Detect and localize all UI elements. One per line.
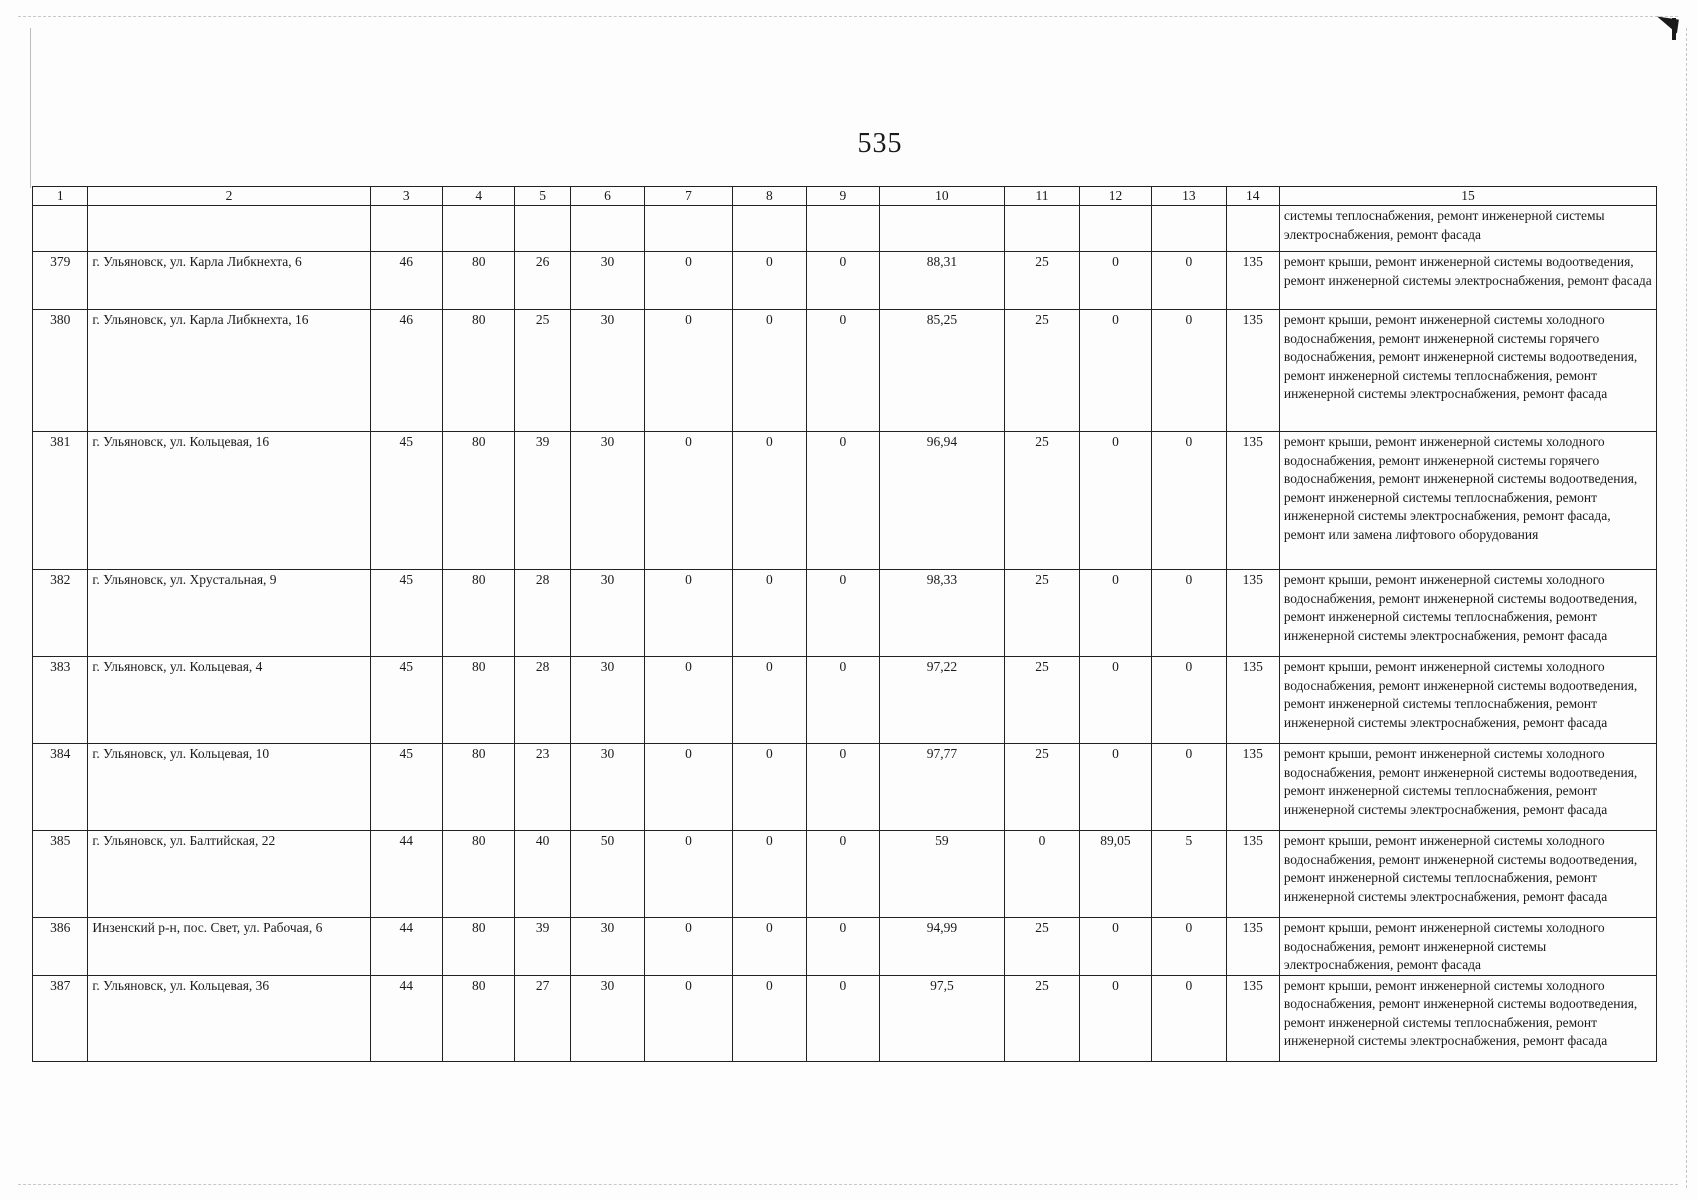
work-description: ремонт крыши, ремонт инженерной системы холодного водоснабжения, ремонт инженерной системы водоотведения, ремонт инженерной системы теплоснабжения, ремонт инженерной системы электроснабжения, ремонт фасада <box>1279 744 1656 831</box>
column-header: 2 <box>88 187 370 206</box>
column-header: 14 <box>1226 187 1279 206</box>
value-cell-c13: 0 <box>1152 252 1227 310</box>
value-cell-c11: 25 <box>1005 432 1080 570</box>
empty-cell <box>879 206 1005 252</box>
value-cell-c13: 0 <box>1152 744 1227 831</box>
value-cell-c4: 80 <box>442 831 514 918</box>
value-cell-c3: 44 <box>370 918 442 976</box>
value-cell-c7: 0 <box>645 744 732 831</box>
column-header: 11 <box>1005 187 1080 206</box>
value-cell-c4: 80 <box>442 657 514 744</box>
empty-cell <box>732 206 807 252</box>
value-cell-c12: 0 <box>1079 570 1151 657</box>
value-cell-c5: 39 <box>515 918 570 976</box>
scan-border-left <box>30 28 31 188</box>
value-cell-c11: 25 <box>1005 744 1080 831</box>
empty-cell <box>1079 206 1151 252</box>
value-cell-c11: 0 <box>1005 831 1080 918</box>
row-number: 382 <box>33 570 88 657</box>
value-cell-c11: 25 <box>1005 918 1080 976</box>
value-cell-c6: 30 <box>570 310 645 432</box>
value-cell-c7: 0 <box>645 918 732 976</box>
value-cell-c10: 94,99 <box>879 918 1005 976</box>
value-cell-c9: 0 <box>807 975 879 1061</box>
value-cell-c3: 45 <box>370 657 442 744</box>
work-description: ремонт крыши, ремонт инженерной системы холодного водоснабжения, ремонт инженерной системы водоотведения, ремонт инженерной системы теплоснабжения, ремонт инженерной системы электроснабжения, ремонт фасада <box>1279 975 1656 1061</box>
value-cell-c4: 80 <box>442 975 514 1061</box>
column-number-row <box>33 187 1657 206</box>
value-cell-c10: 88,31 <box>879 252 1005 310</box>
value-cell-c7: 0 <box>645 432 732 570</box>
column-header: 9 <box>807 187 879 206</box>
table-body <box>33 187 1657 1062</box>
value-cell-c7: 0 <box>645 252 732 310</box>
value-cell-c5: 26 <box>515 252 570 310</box>
column-header: 12 <box>1079 187 1151 206</box>
scan-border-bottom <box>18 1184 1678 1185</box>
value-cell-c9: 0 <box>807 831 879 918</box>
empty-cell <box>570 206 645 252</box>
value-cell-c8: 0 <box>732 975 807 1061</box>
value-cell-c4: 80 <box>442 918 514 976</box>
value-cell-c12: 0 <box>1079 975 1151 1061</box>
column-header: 6 <box>570 187 645 206</box>
table-row <box>33 570 1657 657</box>
value-cell-c12: 0 <box>1079 252 1151 310</box>
value-cell-c6: 50 <box>570 831 645 918</box>
value-cell-c13: 0 <box>1152 310 1227 432</box>
work-description: ремонт крыши, ремонт инженерной системы холодного водоснабжения, ремонт инженерной системы водоотведения, ремонт инженерной системы теплоснабжения, ремонт инженерной системы электроснабжения, ремонт фасада <box>1279 570 1656 657</box>
value-cell-c10: 98,33 <box>879 570 1005 657</box>
value-cell-c8: 0 <box>732 744 807 831</box>
value-cell-c11: 25 <box>1005 570 1080 657</box>
value-cell-c7: 0 <box>645 310 732 432</box>
value-cell-c6: 30 <box>570 570 645 657</box>
value-cell-c5: 27 <box>515 975 570 1061</box>
column-header: 10 <box>879 187 1005 206</box>
value-cell-c8: 0 <box>732 310 807 432</box>
empty-cell <box>370 206 442 252</box>
value-cell-c14: 135 <box>1226 657 1279 744</box>
address-cell: г. Ульяновск, ул. Кольцевая, 4 <box>88 657 370 744</box>
value-cell-c14: 135 <box>1226 310 1279 432</box>
value-cell-c10: 85,25 <box>879 310 1005 432</box>
empty-cell <box>807 206 879 252</box>
value-cell-c7: 0 <box>645 657 732 744</box>
column-header: 7 <box>645 187 732 206</box>
value-cell-c14: 135 <box>1226 975 1279 1061</box>
address-cell: г. Ульяновск, ул. Хрустальная, 9 <box>88 570 370 657</box>
value-cell-c10: 59 <box>879 831 1005 918</box>
row-number: 381 <box>33 432 88 570</box>
table-row <box>33 657 1657 744</box>
value-cell-c4: 80 <box>442 252 514 310</box>
work-description: ремонт крыши, ремонт инженерной системы водоотведения, ремонт инженерной системы электроснабжения, ремонт фасада <box>1279 252 1656 310</box>
table-row <box>33 252 1657 310</box>
empty-cell <box>515 206 570 252</box>
value-cell-c6: 30 <box>570 744 645 831</box>
address-cell: Инзенский р-н, пос. Свет, ул. Рабочая, 6 <box>88 918 370 976</box>
value-cell-c8: 0 <box>732 918 807 976</box>
value-cell-c3: 44 <box>370 975 442 1061</box>
column-header: 8 <box>732 187 807 206</box>
value-cell-c9: 0 <box>807 918 879 976</box>
value-cell-c9: 0 <box>807 252 879 310</box>
value-cell-c4: 80 <box>442 310 514 432</box>
value-cell-c3: 46 <box>370 310 442 432</box>
value-cell-c12: 0 <box>1079 744 1151 831</box>
value-cell-c5: 23 <box>515 744 570 831</box>
value-cell-c14: 135 <box>1226 570 1279 657</box>
column-header: 1 <box>33 187 88 206</box>
value-cell-c5: 40 <box>515 831 570 918</box>
value-cell-c12: 0 <box>1079 310 1151 432</box>
table-row <box>33 744 1657 831</box>
value-cell-c9: 0 <box>807 570 879 657</box>
column-header: 15 <box>1279 187 1656 206</box>
table-row <box>33 310 1657 432</box>
value-cell-c4: 80 <box>442 570 514 657</box>
value-cell-c6: 30 <box>570 657 645 744</box>
value-cell-c14: 135 <box>1226 918 1279 976</box>
work-description: ремонт крыши, ремонт инженерной системы холодного водоснабжения, ремонт инженерной системы водоотведения, ремонт инженерной системы теплоснабжения, ремонт инженерной системы электроснабжения, ремонт фасада <box>1279 831 1656 918</box>
value-cell-c14: 135 <box>1226 831 1279 918</box>
value-cell-c3: 45 <box>370 570 442 657</box>
work-description: ремонт крыши, ремонт инженерной системы холодного водоснабжения, ремонт инженерной системы горячего водоснабжения, ремонт инженерной системы водоотведения, ремонт инженерной системы теплоснабжения, ремонт инженерной системы электроснабжения, ремонт фасада, ремонт или замена лифтового оборудования <box>1279 432 1656 570</box>
value-cell-c8: 0 <box>732 252 807 310</box>
value-cell-c13: 0 <box>1152 570 1227 657</box>
table-row <box>33 918 1657 976</box>
value-cell-c7: 0 <box>645 831 732 918</box>
value-cell-c9: 0 <box>807 657 879 744</box>
column-header: 4 <box>442 187 514 206</box>
table-row <box>33 432 1657 570</box>
value-cell-c11: 25 <box>1005 975 1080 1061</box>
value-cell-c3: 46 <box>370 252 442 310</box>
address-cell: г. Ульяновск, ул. Кольцевая, 16 <box>88 432 370 570</box>
work-description: ремонт крыши, ремонт инженерной системы холодного водоснабжения, ремонт инженерной системы водоотведения, ремонт инженерной системы теплоснабжения, ремонт инженерной системы электроснабжения, ремонт фасада <box>1279 657 1656 744</box>
value-cell-c11: 25 <box>1005 657 1080 744</box>
scan-corner-mark-bar <box>1672 18 1676 40</box>
value-cell-c12: 0 <box>1079 432 1151 570</box>
value-cell-c10: 97,5 <box>879 975 1005 1061</box>
value-cell-c12: 0 <box>1079 918 1151 976</box>
empty-cell <box>33 206 88 252</box>
value-cell-c5: 28 <box>515 570 570 657</box>
column-header: 13 <box>1152 187 1227 206</box>
value-cell-c9: 0 <box>807 432 879 570</box>
address-cell: г. Ульяновск, ул. Карла Либкнехта, 6 <box>88 252 370 310</box>
address-cell: г. Ульяновск, ул. Балтийская, 22 <box>88 831 370 918</box>
value-cell-c12: 89,05 <box>1079 831 1151 918</box>
page-number: 535 <box>857 128 903 159</box>
table-row <box>33 831 1657 918</box>
value-cell-c3: 44 <box>370 831 442 918</box>
empty-cell <box>88 206 370 252</box>
empty-cell <box>1152 206 1227 252</box>
value-cell-c13: 0 <box>1152 918 1227 976</box>
value-cell-c7: 0 <box>645 570 732 657</box>
column-header: 3 <box>370 187 442 206</box>
value-cell-c11: 25 <box>1005 310 1080 432</box>
empty-cell <box>1005 206 1080 252</box>
work-description: ремонт крыши, ремонт инженерной системы холодного водоснабжения, ремонт инженерной системы электроснабжения, ремонт фасада <box>1279 918 1656 976</box>
scan-border-top <box>18 16 1678 17</box>
column-header: 5 <box>515 187 570 206</box>
value-cell-c3: 45 <box>370 744 442 831</box>
value-cell-c8: 0 <box>732 831 807 918</box>
address-cell: г. Ульяновск, ул. Кольцевая, 36 <box>88 975 370 1061</box>
value-cell-c10: 97,77 <box>879 744 1005 831</box>
work-description: системы теплоснабжения, ремонт инженерной системы электроснабжения, ремонт фасада <box>1279 206 1656 252</box>
value-cell-c13: 0 <box>1152 657 1227 744</box>
value-cell-c6: 30 <box>570 432 645 570</box>
value-cell-c6: 30 <box>570 918 645 976</box>
empty-cell <box>645 206 732 252</box>
value-cell-c7: 0 <box>645 975 732 1061</box>
value-cell-c10: 97,22 <box>879 657 1005 744</box>
empty-cell <box>1226 206 1279 252</box>
address-cell: г. Ульяновск, ул. Кольцевая, 10 <box>88 744 370 831</box>
value-cell-c6: 30 <box>570 975 645 1061</box>
row-number: 380 <box>33 310 88 432</box>
value-cell-c8: 0 <box>732 432 807 570</box>
value-cell-c13: 0 <box>1152 432 1227 570</box>
value-cell-c11: 25 <box>1005 252 1080 310</box>
value-cell-c14: 135 <box>1226 744 1279 831</box>
value-cell-c6: 30 <box>570 252 645 310</box>
repair-schedule-table <box>32 186 1657 1062</box>
row-number: 386 <box>33 918 88 976</box>
work-description: ремонт крыши, ремонт инженерной системы холодного водоснабжения, ремонт инженерной системы горячего водоснабжения, ремонт инженерной системы водоотведения, ремонт инженерной системы теплоснабжения, ремонт инженерной системы электроснабжения, ремонт фасада <box>1279 310 1656 432</box>
value-cell-c5: 25 <box>515 310 570 432</box>
value-cell-c10: 96,94 <box>879 432 1005 570</box>
value-cell-c8: 0 <box>732 570 807 657</box>
empty-cell <box>442 206 514 252</box>
value-cell-c12: 0 <box>1079 657 1151 744</box>
value-cell-c8: 0 <box>732 657 807 744</box>
value-cell-c5: 39 <box>515 432 570 570</box>
row-number: 379 <box>33 252 88 310</box>
value-cell-c9: 0 <box>807 744 879 831</box>
row-number: 384 <box>33 744 88 831</box>
row-number: 383 <box>33 657 88 744</box>
table-row <box>33 975 1657 1061</box>
value-cell-c13: 0 <box>1152 975 1227 1061</box>
row-number: 385 <box>33 831 88 918</box>
scan-border-right <box>1686 28 1687 1188</box>
value-cell-c4: 80 <box>442 744 514 831</box>
value-cell-c3: 45 <box>370 432 442 570</box>
address-cell: г. Ульяновск, ул. Карла Либкнехта, 16 <box>88 310 370 432</box>
value-cell-c5: 28 <box>515 657 570 744</box>
value-cell-c13: 5 <box>1152 831 1227 918</box>
continuation-row <box>33 206 1657 252</box>
value-cell-c14: 135 <box>1226 252 1279 310</box>
value-cell-c9: 0 <box>807 310 879 432</box>
value-cell-c4: 80 <box>442 432 514 570</box>
value-cell-c14: 135 <box>1226 432 1279 570</box>
row-number: 387 <box>33 975 88 1061</box>
